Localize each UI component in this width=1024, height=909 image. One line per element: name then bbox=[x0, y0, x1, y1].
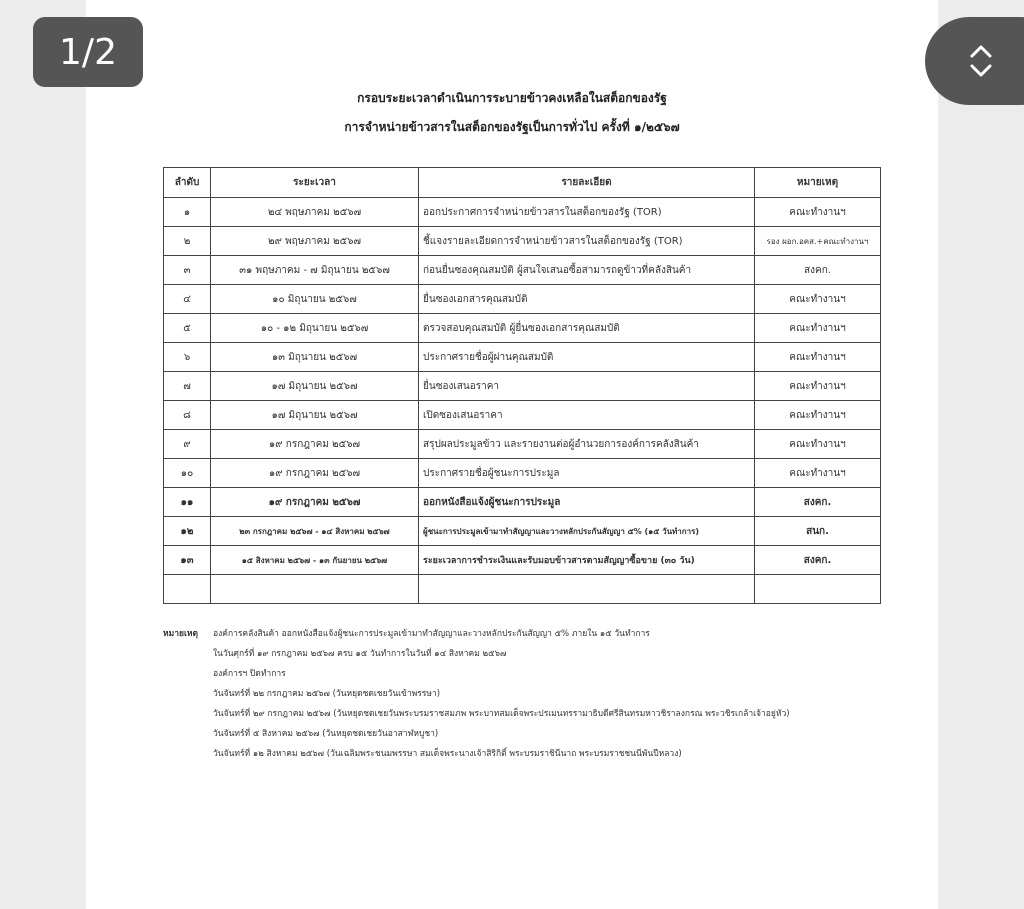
table-row bbox=[164, 546, 881, 575]
row-no: ๖ bbox=[164, 343, 211, 372]
table-row bbox=[164, 517, 881, 546]
note-line: วันจันทร์ที่ ๑๒ สิงหาคม ๒๕๖๗ (วันเฉลิมพระชนมพรรษา สมเด็จพระนางเจ้าสิริกิติ์ พระบรมราชินีนาถ พระบรมราชชนนีพันปีหลวง) bbox=[213, 749, 682, 759]
row-remark: คณะทำงานฯ bbox=[755, 285, 881, 314]
row-remark: คณะทำงานฯ bbox=[755, 198, 881, 227]
row-no: ๓ bbox=[164, 256, 211, 285]
schedule-table bbox=[163, 167, 881, 604]
row-period: ๑๗ มิถุนายน ๒๕๖๗ bbox=[211, 401, 419, 430]
note-line: ในวันศุกร์ที่ ๑๙ กรกฎาคม ๒๕๖๗ ครบ ๑๕ วันทำการในวันที่ ๑๔ สิงหาคม ๒๕๖๗ bbox=[213, 649, 507, 659]
table-row bbox=[164, 256, 881, 285]
table-row bbox=[164, 488, 881, 517]
header-detail: รายละเอียด bbox=[419, 168, 755, 198]
note-line: องค์การคลังสินค้า ออกหนังสือแจ้งผู้ชนะการประมูลเข้ามาทำสัญญาและวางหลักประกันสัญญา ๕% ภายใน ๑๕ วันทำการ bbox=[213, 629, 650, 639]
row-no: ๔ bbox=[164, 285, 211, 314]
notes-label: หมายเหตุ bbox=[163, 629, 198, 639]
page-indicator: 1/2 bbox=[33, 17, 143, 87]
table-row bbox=[164, 372, 881, 401]
table-row bbox=[164, 401, 881, 430]
table-row bbox=[164, 227, 881, 256]
chevron-down-icon[interactable] bbox=[969, 64, 993, 78]
document-title: กรอบระยะเวลาดำเนินการระบายข้าวคงเหลือในสต็อกของรัฐ bbox=[357, 91, 667, 105]
row-period: ๑๗ มิถุนายน ๒๕๖๗ bbox=[211, 372, 419, 401]
header-period: ระยะเวลา bbox=[211, 168, 419, 198]
row-no: ๑๓ bbox=[164, 546, 211, 575]
row-detail: ตรวจสอบคุณสมบัติ ผู้ยื่นซองเอกสารคุณสมบัติ bbox=[419, 314, 755, 343]
row-remark: คณะทำงานฯ bbox=[755, 372, 881, 401]
row-no: ๑๒ bbox=[164, 517, 211, 546]
header-remark: หมายเหตุ bbox=[755, 168, 881, 198]
row-remark bbox=[755, 575, 881, 604]
row-no: ๑๑ bbox=[164, 488, 211, 517]
row-period: ๑๐ - ๑๒ มิถุนายน ๒๕๖๗ bbox=[211, 314, 419, 343]
row-remark: คณะทำงานฯ bbox=[755, 401, 881, 430]
row-detail: ชี้แจงรายละเอียดการจำหน่ายข้าวสารในสต็อกของรัฐ (TOR) bbox=[419, 227, 755, 256]
row-detail: ผู้ชนะการประมูลเข้ามาทำสัญญาและวางหลักประกันสัญญา ๕% (๑๕ วันทำการ) bbox=[419, 517, 755, 546]
row-period: ๒๙ พฤษภาคม ๒๕๖๗ bbox=[211, 227, 419, 256]
row-detail: ก่อนยื่นซองคุณสมบัติ ผู้สนใจเสนอซื้อสามารถดูข้าวที่คลังสินค้า bbox=[419, 256, 755, 285]
row-detail: ประกาศรายชื่อผู้ชนะการประมูล bbox=[419, 459, 755, 488]
row-no: ๒ bbox=[164, 227, 211, 256]
note-line: วันจันทร์ที่ ๒๙ กรกฎาคม ๒๕๖๗ (วันหยุดชดเชยวันพระบรมราชสมภพ พระบาทสมเด็จพระปรเมนทรรามาธิบดีศรีสินทรมหาวชิราลงกรณ พระวชิรเกล้าเจ้าอยู่หัว) bbox=[213, 709, 790, 719]
header-order: ลำดับ bbox=[164, 168, 211, 198]
row-detail: ยื่นซองเสนอราคา bbox=[419, 372, 755, 401]
row-period: ๑๕ สิงหาคม ๒๕๖๗ - ๑๓ กันยายน ๒๕๖๗ bbox=[211, 546, 419, 575]
row-period: ๑๙ กรกฎาคม ๒๕๖๗ bbox=[211, 488, 419, 517]
row-detail: ประกาศรายชื่อผู้ผ่านคุณสมบัติ bbox=[419, 343, 755, 372]
row-detail: ออกประกาศการจำหน่ายข้าวสารในสต็อกของรัฐ (TOR) bbox=[419, 198, 755, 227]
table-row bbox=[164, 198, 881, 227]
table-row bbox=[164, 343, 881, 372]
table-header-row bbox=[164, 168, 881, 198]
row-remark: คณะทำงานฯ bbox=[755, 430, 881, 459]
row-no: ๗ bbox=[164, 372, 211, 401]
row-remark: คณะทำงานฯ bbox=[755, 314, 881, 343]
row-remark: สงคก. bbox=[755, 488, 881, 517]
row-detail: ออกหนังสือแจ้งผู้ชนะการประมูล bbox=[419, 488, 755, 517]
row-period: ๑๙ กรกฎาคม ๒๕๖๗ bbox=[211, 459, 419, 488]
row-no: ๑ bbox=[164, 198, 211, 227]
row-no: ๑๐ bbox=[164, 459, 211, 488]
note-line: วันจันทร์ที่ ๕ สิงหาคม ๒๕๖๗ (วันหยุดชดเชยวันอาสาฬหบูชา) bbox=[213, 729, 439, 739]
row-remark: รอง ผอก.อคส.+คณะทำงานฯ bbox=[755, 227, 881, 256]
note-line: องค์การฯ ปิดทำการ bbox=[213, 669, 286, 679]
row-remark: คณะทำงานฯ bbox=[755, 459, 881, 488]
row-detail: ระยะเวลาการชำระเงินและรับมอบข้าวสารตามสัญญาซื้อขาย (๓๐ วัน) bbox=[419, 546, 755, 575]
row-period: ๑๓ มิถุนายน ๒๕๖๗ bbox=[211, 343, 419, 372]
row-period: ๒๓ กรกฎาคม ๒๕๖๗ - ๑๔ สิงหาคม ๒๕๖๗ bbox=[211, 517, 419, 546]
row-period: ๓๑ พฤษภาคม - ๗ มิถุนายน ๒๕๖๗ bbox=[211, 256, 419, 285]
row-no: ๙ bbox=[164, 430, 211, 459]
note-line: วันจันทร์ที่ ๒๒ กรกฎาคม ๒๕๖๗ (วันหยุดชดเชยวันเข้าพรรษา) bbox=[213, 689, 441, 699]
document-subtitle: การจำหน่ายข้าวสารในสต็อกของรัฐเป็นการทั่วไป ครั้งที่ ๑/๒๕๖๗ bbox=[344, 120, 680, 134]
chevron-up-icon[interactable] bbox=[969, 44, 993, 58]
row-no bbox=[164, 575, 211, 604]
row-detail bbox=[419, 575, 755, 604]
row-no: ๘ bbox=[164, 401, 211, 430]
row-period: ๒๔ พฤษภาคม ๒๕๖๗ bbox=[211, 198, 419, 227]
row-remark: สนก. bbox=[755, 517, 881, 546]
row-period: ๑๐ มิถุนายน ๒๕๖๗ bbox=[211, 285, 419, 314]
row-remark: คณะทำงานฯ bbox=[755, 343, 881, 372]
row-period: ๑๙ กรกฎาคม ๒๕๖๗ bbox=[211, 430, 419, 459]
row-detail: สรุปผลประมูลข้าว และรายงานต่อผู้อำนวยการองค์การคลังสินค้า bbox=[419, 430, 755, 459]
table-row bbox=[164, 314, 881, 343]
row-detail: เปิดซองเสนอราคา bbox=[419, 401, 755, 430]
table-row bbox=[164, 459, 881, 488]
row-remark: สงคก. bbox=[755, 546, 881, 575]
row-remark: สงคก. bbox=[755, 256, 881, 285]
table-row-empty bbox=[164, 575, 881, 604]
row-period bbox=[211, 575, 419, 604]
row-no: ๕ bbox=[164, 314, 211, 343]
table-row bbox=[164, 285, 881, 314]
table-row bbox=[164, 430, 881, 459]
row-detail: ยื่นซองเอกสารคุณสมบัติ bbox=[419, 285, 755, 314]
